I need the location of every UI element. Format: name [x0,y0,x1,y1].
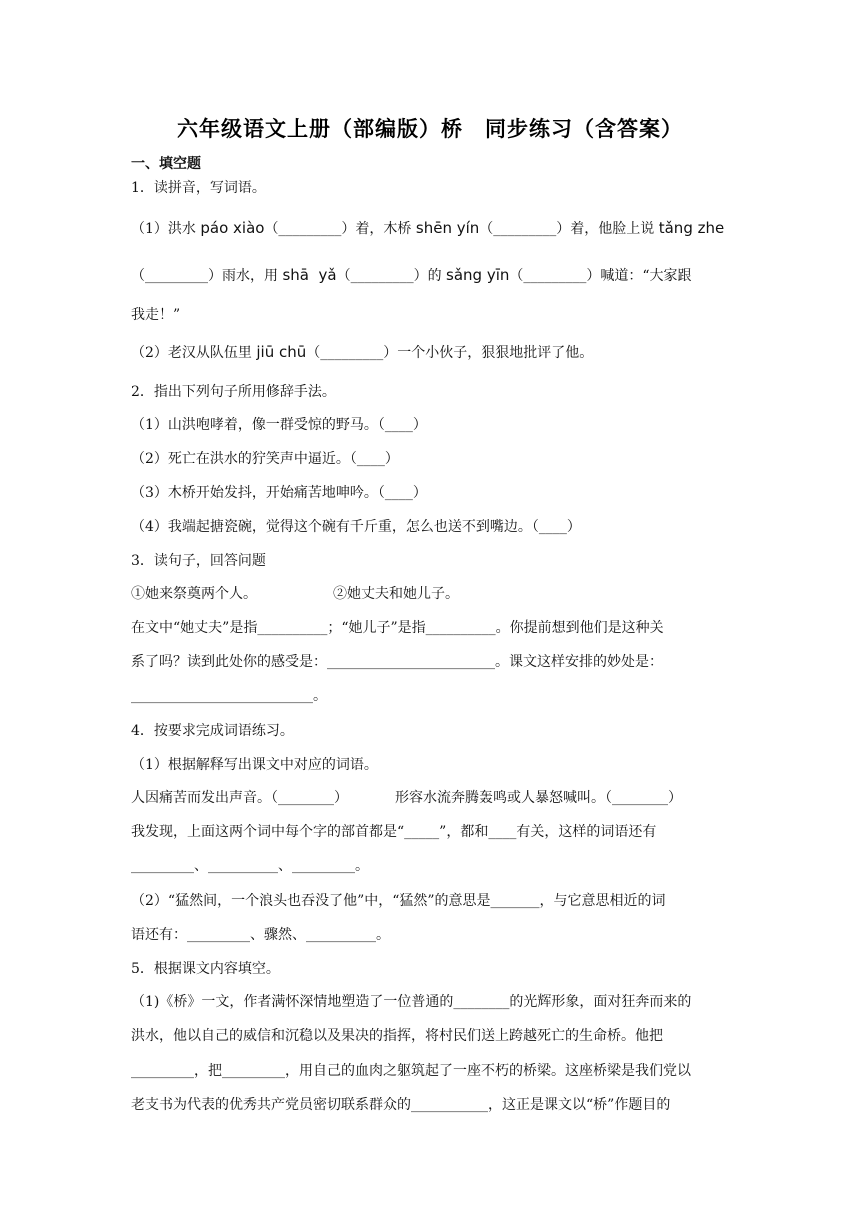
q1-blank-5[interactable]: （_________）喊道：“大家跟 [509,268,692,284]
q2-item-3[interactable]: （3）木桥开始发抖，开始痛苦地呻吟。（____） [131,485,427,501]
q5-line-2: 洪水，他以自己的威信和沉稳以及果决的指挥，将村民们送上跨越死亡的生命桥。他把 [131,1028,663,1044]
q4-definition-b[interactable]: 形容水流奔腾轰鸣或人暴怒喊叫。（________） [395,790,682,806]
q1-blank-1[interactable]: （_________）着，木桥 [264,221,416,237]
q1-text-1a: （1）洪水 [131,221,201,237]
q1-blank-4[interactable]: （_________）的 [336,268,447,284]
q3-stem: 3．读句子，回答问题 [131,553,266,569]
q4-line-2[interactable]: _________、__________、_________。 [131,858,369,874]
q4-sub-1: （1）根据解释写出课文中对应的词语。 [131,757,378,773]
section-heading-fill-blank: 一、填空题 [131,156,201,172]
q3-option-1: ①她来祭奠两个人。 [131,586,257,602]
q4-line-1[interactable]: 我发现，上面这两个词中每个字的部首都是“_____”，都和____有关，这样的词语还有 [131,824,657,840]
q2-item-1[interactable]: （1）山洪咆哮着，像一群受惊的野马。（____） [131,417,427,433]
pinyin-shaya: shā yǎ [282,266,337,284]
q1-line-3: 我走！” [131,307,181,323]
q1-blank-3[interactable]: （_________）雨水，用 [131,268,283,284]
q3-line-2[interactable]: 系了吗？读到此处你的感受是：________________________。课文这样安排的妙处是： [131,654,663,670]
q2-item-4[interactable]: （4）我端起搪瓷碗，觉得这个碗有千斤重，怎么也送不到嘴边。（____） [131,519,581,535]
pinyin-shenyin: shēn yín [415,219,480,237]
q4-line-3[interactable]: （2）“猛然间，一个浪头也吞没了他”中，“猛然”的意思是_______，与它意思相近的词 [131,893,666,909]
q3-line-3[interactable]: __________________________。 [131,688,327,704]
q1-line-1 [131,218,724,238]
q2-stem: 2．指出下列句子所用修辞手法。 [131,384,336,400]
q5-line-3[interactable]: _________，把_________，用自己的血肉之躯筑起了一座不朽的桥梁。这座桥梁是我们党以 [131,1063,691,1079]
q5-line-4[interactable]: 老支书为代表的优秀共产党员密切联系群众的___________，这正是课文以“桥”作题目的 [131,1097,671,1113]
q2-item-2[interactable]: （2）死亡在洪水的狞笑声中逼近。（____） [131,451,399,467]
q4-stem: 4．按要求完成词语练习。 [131,723,294,739]
q3-option-2: ②她丈夫和她儿子。 [333,586,459,602]
q5-line-1[interactable]: （1)《桥》一文，作者满怀深情地塑造了一位普通的________的光辉形象，面对狂奔而来的 [131,994,692,1010]
q1-line-4 [131,342,593,362]
pinyin-paoxiao: páo xiào [200,219,265,237]
q1-stem: 1．读拼音，写词语。 [131,180,266,196]
q1-text-4a: （2）老汉从队伍里 [131,345,257,361]
q1-blank-6[interactable]: （_________）一个小伙子，狠狠地批评了他。 [306,345,594,361]
document-title: 六年级语文上册（部编版）桥 同步练习（含答案） [177,117,683,141]
q4-definition-a[interactable]: 人因痛苦而发出声音。（________） [131,790,348,806]
q5-stem: 5．根据课文内容填空。 [131,961,280,977]
pinyin-sangyin: sǎng yīn [446,266,510,284]
q4-line-4[interactable]: 语还有：_________、骤然、__________。 [131,927,390,943]
pinyin-tangzhe: tǎng zhe [658,219,725,237]
q3-line-1[interactable]: 在文中“她丈夫”是指__________；“她儿子”是指__________。你提前想到他们是这种关 [131,620,664,636]
q1-blank-2[interactable]: （_________）着，他脸上说 [479,221,659,237]
pinyin-jiuchu: jiū chū [256,343,307,361]
q1-line-2 [131,265,692,285]
